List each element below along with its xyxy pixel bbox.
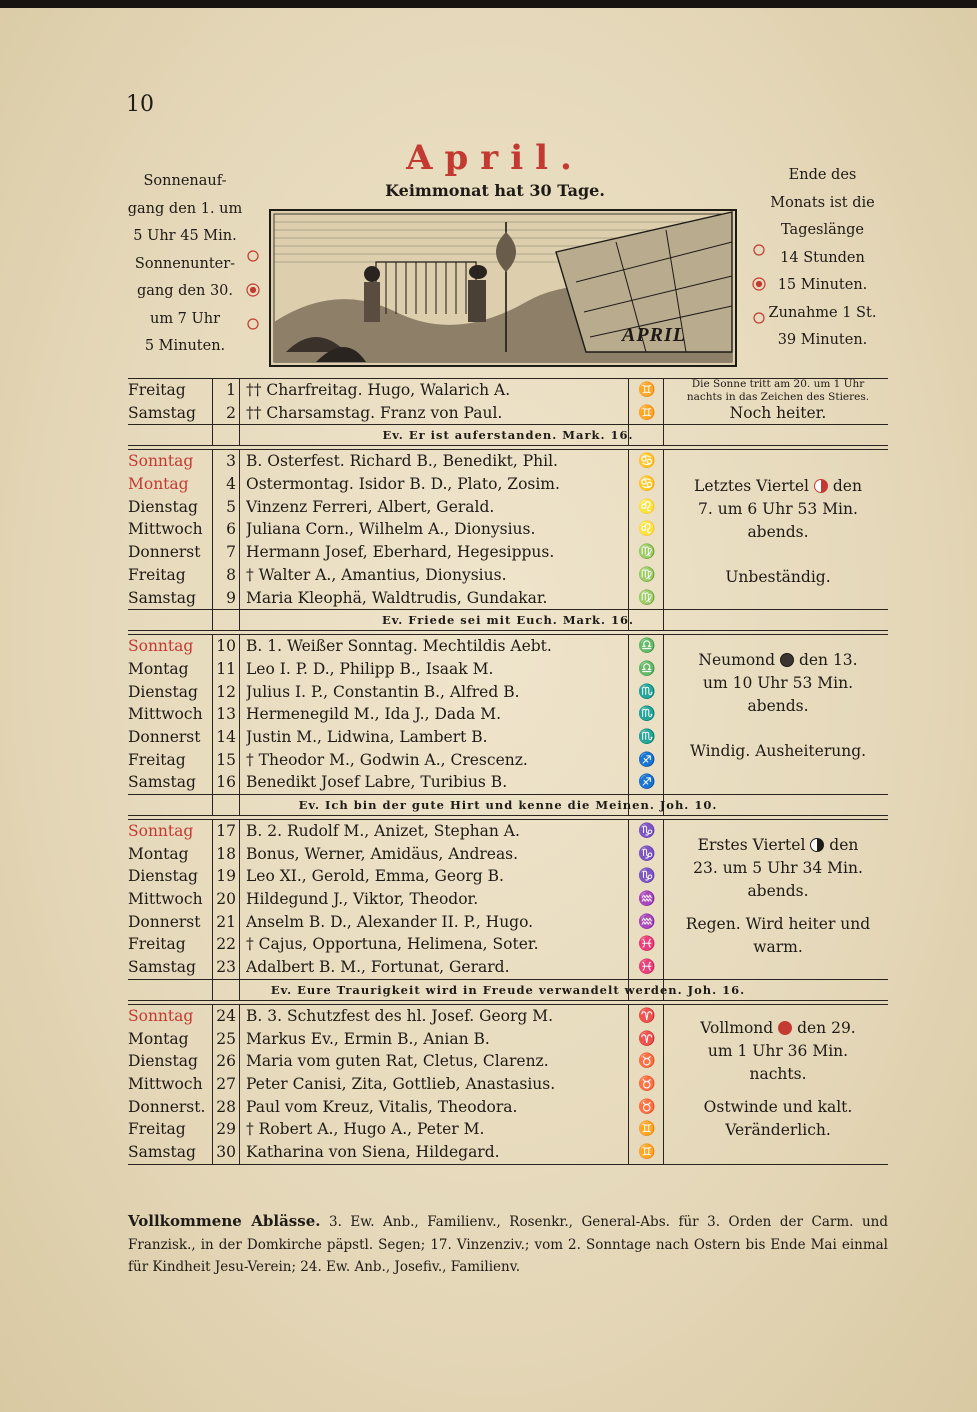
weekday: Freitag — [128, 565, 186, 584]
weekday: Montag — [128, 1029, 189, 1048]
sunrise-line: 5 Uhr 45 Min. — [133, 228, 237, 244]
weekday: Freitag — [128, 381, 186, 399]
weekday: Samstag — [128, 773, 196, 792]
note-line: Neumond — [698, 651, 776, 670]
sunrise-line: gang den 30. — [136, 283, 234, 299]
gospel-line: Ev. Eure Traurigkeit wird in Freude verwandelt werden. Joh. 16. — [128, 979, 888, 1000]
month-end-info — [745, 162, 900, 355]
week-notes — [668, 834, 888, 959]
note-line: den 13. — [798, 651, 858, 670]
full-moon-icon — [778, 1021, 792, 1035]
zodiac-icon: ♓ — [638, 959, 656, 976]
page-number: 10 — [126, 92, 154, 117]
zodiac-icon: ♊ — [638, 1121, 656, 1138]
note-line: den — [829, 836, 859, 854]
weekday: Dienstag — [128, 1052, 198, 1071]
note-line: Erstes Viertel — [697, 836, 806, 854]
saints-text: Ostermontag. Isidor B. D., Plato, Zosim. — [246, 475, 560, 494]
zodiac-icon: ♏ — [638, 728, 656, 745]
saints-text: Juliana Corn., Wilhelm A., Dionysius. — [246, 520, 536, 539]
week-notes — [668, 1017, 888, 1142]
zodiac-icon: ♏ — [638, 706, 656, 723]
weekday: Samstag — [128, 1142, 196, 1161]
note-line: Die Sonne tritt am 20. um 1 Uhr — [691, 378, 865, 390]
weekday: Donnerst — [128, 543, 201, 562]
saints-text: Adalbert B. M., Fortunat, Gerard. — [246, 958, 510, 977]
note-line: Vollmond — [700, 1018, 774, 1037]
month-end-line: Zunahme 1 St. — [768, 304, 877, 321]
weekday: Montag — [128, 475, 189, 494]
sunrise-line: Sonnenunter- — [134, 255, 236, 272]
day-number: 4 — [226, 475, 236, 494]
day-number: 15 — [216, 750, 236, 769]
zodiac-icon: ♒ — [638, 913, 656, 930]
saints-text: Hildegund J., Viktor, Theodor. — [246, 890, 479, 909]
zodiac-icon: ♎ — [638, 660, 656, 677]
day-number: 2 — [226, 403, 236, 422]
saints-text: †† Charfreitag. Hugo, Walarich A. — [246, 381, 511, 399]
weekday: Sonntag — [128, 822, 194, 840]
day-row — [128, 450, 888, 473]
weekday: Montag — [128, 844, 189, 863]
zodiac-icon: ♈ — [638, 1030, 656, 1047]
note-line: abends. — [747, 523, 809, 542]
footer-text: 3. Ew. Anb., Familienv., Rosenkr., General-Abs. für 3. Orden der Carm. und Franzisk., in der Domkirche päpstl. Segen; 17. Vinzenziv.; vom 2. Sonntage nach Ostern bis Ende Mai einmal für Kindheit Jesu-Verein; 24. Ew. Anb., Josefiv., Familienv. — [128, 1214, 888, 1275]
zodiac-icon: ♈ — [638, 1007, 656, 1024]
month-end-line: 15 Minuten. — [777, 277, 868, 293]
weekday: Dienstag — [128, 497, 198, 516]
zodiac-icon: ♍ — [638, 544, 656, 561]
day-number: 23 — [216, 958, 236, 977]
first-quarter-moon-icon — [810, 838, 824, 852]
zodiac-icon: ♏ — [638, 683, 656, 700]
saints-text: B. 2. Rudolf M., Anizet, Stephan A. — [246, 822, 520, 840]
weekday: Samstag — [128, 958, 196, 977]
calendar-table — [128, 378, 888, 1165]
last-quarter-moon-icon — [814, 479, 828, 493]
saints-text: Julius I. P., Constantin B., Alfred B. — [246, 682, 520, 701]
day-number: 12 — [216, 682, 236, 701]
day-number: 17 — [216, 822, 236, 840]
zodiac-icon: ♉ — [638, 1098, 656, 1115]
week-notes — [668, 475, 888, 589]
saints-text: Bonus, Werner, Amidäus, Andreas. — [246, 844, 519, 863]
zodiac-icon: ♉ — [638, 1075, 656, 1092]
day-number: 11 — [216, 659, 236, 678]
gospel-line: Ev. Friede sei mit Euch. Mark. 16. — [128, 609, 888, 630]
week-notes — [668, 378, 888, 423]
saints-text: Maria Kleophä, Waldtrudis, Gundakar. — [246, 588, 548, 607]
week-notes — [668, 649, 888, 763]
day-row — [128, 1141, 888, 1164]
zodiac-icon: ♋ — [638, 453, 656, 470]
saints-text: Maria vom guten Rat, Cletus, Clarenz. — [246, 1052, 549, 1071]
day-number: 19 — [216, 867, 236, 886]
zodiac-icon: ♊ — [638, 1143, 656, 1160]
day-number: 6 — [226, 520, 236, 539]
zodiac-icon: ♑ — [638, 845, 656, 862]
sunrise-info — [110, 168, 260, 361]
day-number: 27 — [216, 1074, 236, 1093]
note-line: Letztes Viertel — [694, 477, 809, 496]
saints-text: Katharina von Siena, Hildegard. — [246, 1142, 500, 1161]
day-number: 21 — [216, 912, 236, 931]
weekday: Mittwoch — [128, 890, 203, 909]
saints-text: † Cajus, Opportuna, Helimena, Soter. — [246, 935, 539, 954]
sunrise-line: 5 Minuten. — [144, 338, 226, 354]
zodiac-icon: ♓ — [638, 936, 656, 953]
saints-text: Leo I. P. D., Philipp B., Isaak M. — [246, 659, 494, 678]
saints-text: Justin M., Lidwina, Lambert B. — [246, 727, 488, 746]
saints-text: Leo XI., Gerold, Emma, Georg B. — [246, 867, 504, 886]
zodiac-icon: ♐ — [638, 751, 656, 768]
day-number: 9 — [226, 588, 236, 607]
zodiac-icon: ♊ — [638, 382, 656, 398]
week-block — [128, 449, 888, 631]
zodiac-icon: ♉ — [638, 1053, 656, 1070]
saints-text: † Walter A., Amantius, Dionysius. — [246, 565, 507, 584]
zodiac-icon: ♋ — [638, 476, 656, 493]
day-number: 28 — [216, 1097, 236, 1116]
zodiac-icon: ♍ — [638, 566, 656, 583]
note-line: abends. — [747, 697, 809, 716]
gospel-line: Ev. Ich bin der gute Hirt und kenne die Meinen. Joh. 10. — [128, 794, 888, 815]
zodiac-icon: ♊ — [638, 404, 656, 421]
note-line: abends. — [747, 882, 809, 900]
note-line: warm. — [753, 938, 803, 956]
zodiac-icon: ♍ — [638, 589, 656, 606]
note-line: Veränderlich. — [725, 1120, 831, 1139]
month-title: April. — [406, 138, 584, 178]
day-number: 20 — [216, 890, 236, 909]
day-row — [128, 771, 888, 794]
month-end-line: Monats ist die — [770, 194, 875, 211]
saints-text: † Robert A., Hugo A., Peter M. — [246, 1120, 485, 1139]
weekday: Samstag — [128, 588, 196, 607]
weekday: Montag — [128, 659, 189, 678]
note-line: um 10 Uhr 53 Min. — [702, 674, 854, 693]
day-row — [128, 587, 888, 610]
weekday: Donnerst — [128, 912, 201, 931]
weekday: Mittwoch — [128, 705, 203, 724]
note-line: 7. um 6 Uhr 53 Min. — [698, 500, 858, 519]
note-line: Windig. Ausheiterung. — [689, 742, 867, 761]
day-number: 25 — [216, 1029, 236, 1048]
day-number: 18 — [216, 844, 236, 863]
month-subtitle: Keimmonat hat 30 Tage. — [385, 181, 605, 200]
zodiac-icon: ♒ — [638, 891, 656, 908]
note-line: nachts in das Zeichen des Stieres. — [686, 390, 870, 403]
saints-text: Paul vom Kreuz, Vitalis, Theodora. — [246, 1097, 518, 1116]
right-rosette-ornament — [752, 238, 766, 330]
zodiac-icon: ♌ — [638, 521, 656, 538]
gospel-line: Ev. Er ist auferstanden. Mark. 16. — [128, 424, 888, 445]
saints-text: Benedikt Josef Labre, Turibius B. — [246, 773, 508, 792]
day-row — [128, 956, 888, 979]
day-number: 16 — [216, 773, 236, 792]
note-line: nachts. — [749, 1064, 807, 1083]
day-number: 13 — [216, 705, 236, 724]
saints-text: † Theodor M., Godwin A., Crescenz. — [246, 750, 528, 769]
weekday: Sonntag — [128, 452, 194, 471]
saints-text: B. 3. Schutzfest des hl. Josef. Georg M. — [246, 1006, 554, 1025]
saints-text: Hermann Josef, Eberhard, Hegesippus. — [246, 543, 555, 562]
saints-text: Hermenegild M., Ida J., Dada M. — [246, 705, 502, 724]
week-block — [128, 378, 888, 446]
day-number: 5 — [226, 497, 236, 516]
weekday: Freitag — [128, 935, 186, 954]
day-number: 7 — [226, 543, 236, 562]
day-number: 26 — [216, 1052, 236, 1071]
saints-text: †† Charsamstag. Franz von Paul. — [246, 403, 503, 422]
month-end-line: Ende des — [788, 167, 857, 183]
month-end-line: Tageslänge — [781, 222, 864, 238]
week-block — [128, 634, 888, 816]
day-number: 22 — [216, 935, 236, 954]
zodiac-icon: ♑ — [638, 868, 656, 885]
sunrise-line: um 7 Uhr — [149, 310, 221, 327]
saints-text: Vinzenz Ferreri, Albert, Gerald. — [246, 497, 495, 516]
weekday: Donnerst — [128, 727, 201, 746]
weekday: Freitag — [128, 750, 186, 769]
weekday: Dienstag — [128, 682, 198, 701]
note-line: den — [832, 477, 862, 496]
note-line: um 1 Uhr 36 Min. — [707, 1041, 849, 1060]
zodiac-icon: ♌ — [638, 498, 656, 515]
zodiac-icon: ♎ — [638, 638, 656, 655]
note-line: Regen. Wird heiter und — [685, 915, 871, 933]
weekday: Freitag — [128, 1120, 186, 1139]
day-number: 8 — [226, 565, 236, 584]
day-number: 10 — [216, 637, 236, 656]
note-line: Ostwinde und kalt. — [703, 1097, 853, 1116]
day-number: 30 — [216, 1142, 236, 1161]
month-end-line: 14 Stunden — [780, 249, 865, 266]
day-number: 3 — [226, 452, 236, 471]
day-number: 1 — [226, 381, 236, 399]
weekday: Sonntag — [128, 1006, 194, 1025]
new-moon-icon — [780, 653, 794, 667]
weekday: Donnerst. — [128, 1097, 206, 1116]
note-line: Noch heiter. — [729, 404, 827, 422]
saints-text: B. 1. Weißer Sonntag. Mechtildis Aebt. — [246, 637, 552, 656]
saints-text: Peter Canisi, Zita, Gottlieb, Anastasius. — [246, 1074, 556, 1093]
saints-text: Markus Ev., Ermin B., Anian B. — [246, 1029, 490, 1048]
month-end-line: 39 Minuten. — [777, 332, 868, 348]
day-number: 24 — [216, 1006, 236, 1025]
saints-text: Anselm B. D., Alexander II. P., Hugo. — [246, 912, 534, 931]
top-edge — [0, 0, 977, 8]
footer-heading: Vollkommene Ablässe. — [128, 1212, 321, 1230]
day-number: 29 — [216, 1120, 236, 1139]
week-block — [128, 819, 888, 1001]
note-line: 23. um 5 Uhr 34 Min. — [693, 859, 863, 877]
weekday: Mittwoch — [128, 520, 203, 539]
note-line: den 29. — [797, 1018, 856, 1037]
weekday: Dienstag — [128, 867, 198, 886]
footer-indulgences — [128, 1210, 888, 1279]
vignette-label: APRIL — [622, 324, 686, 346]
weekday: Sonntag — [128, 637, 194, 656]
zodiac-icon: ♑ — [638, 823, 656, 839]
sunrise-line: Sonnenauf- — [143, 173, 227, 189]
week-block — [128, 1004, 888, 1165]
weekday: Samstag — [128, 403, 196, 422]
note-line: Unbeständig. — [725, 568, 831, 587]
zodiac-icon: ♐ — [638, 774, 656, 791]
sunrise-line: gang den 1. um — [127, 200, 243, 217]
day-number: 14 — [216, 727, 236, 746]
weekday: Mittwoch — [128, 1074, 203, 1093]
saints-text: B. Osterfest. Richard B., Benedikt, Phil. — [246, 452, 558, 471]
